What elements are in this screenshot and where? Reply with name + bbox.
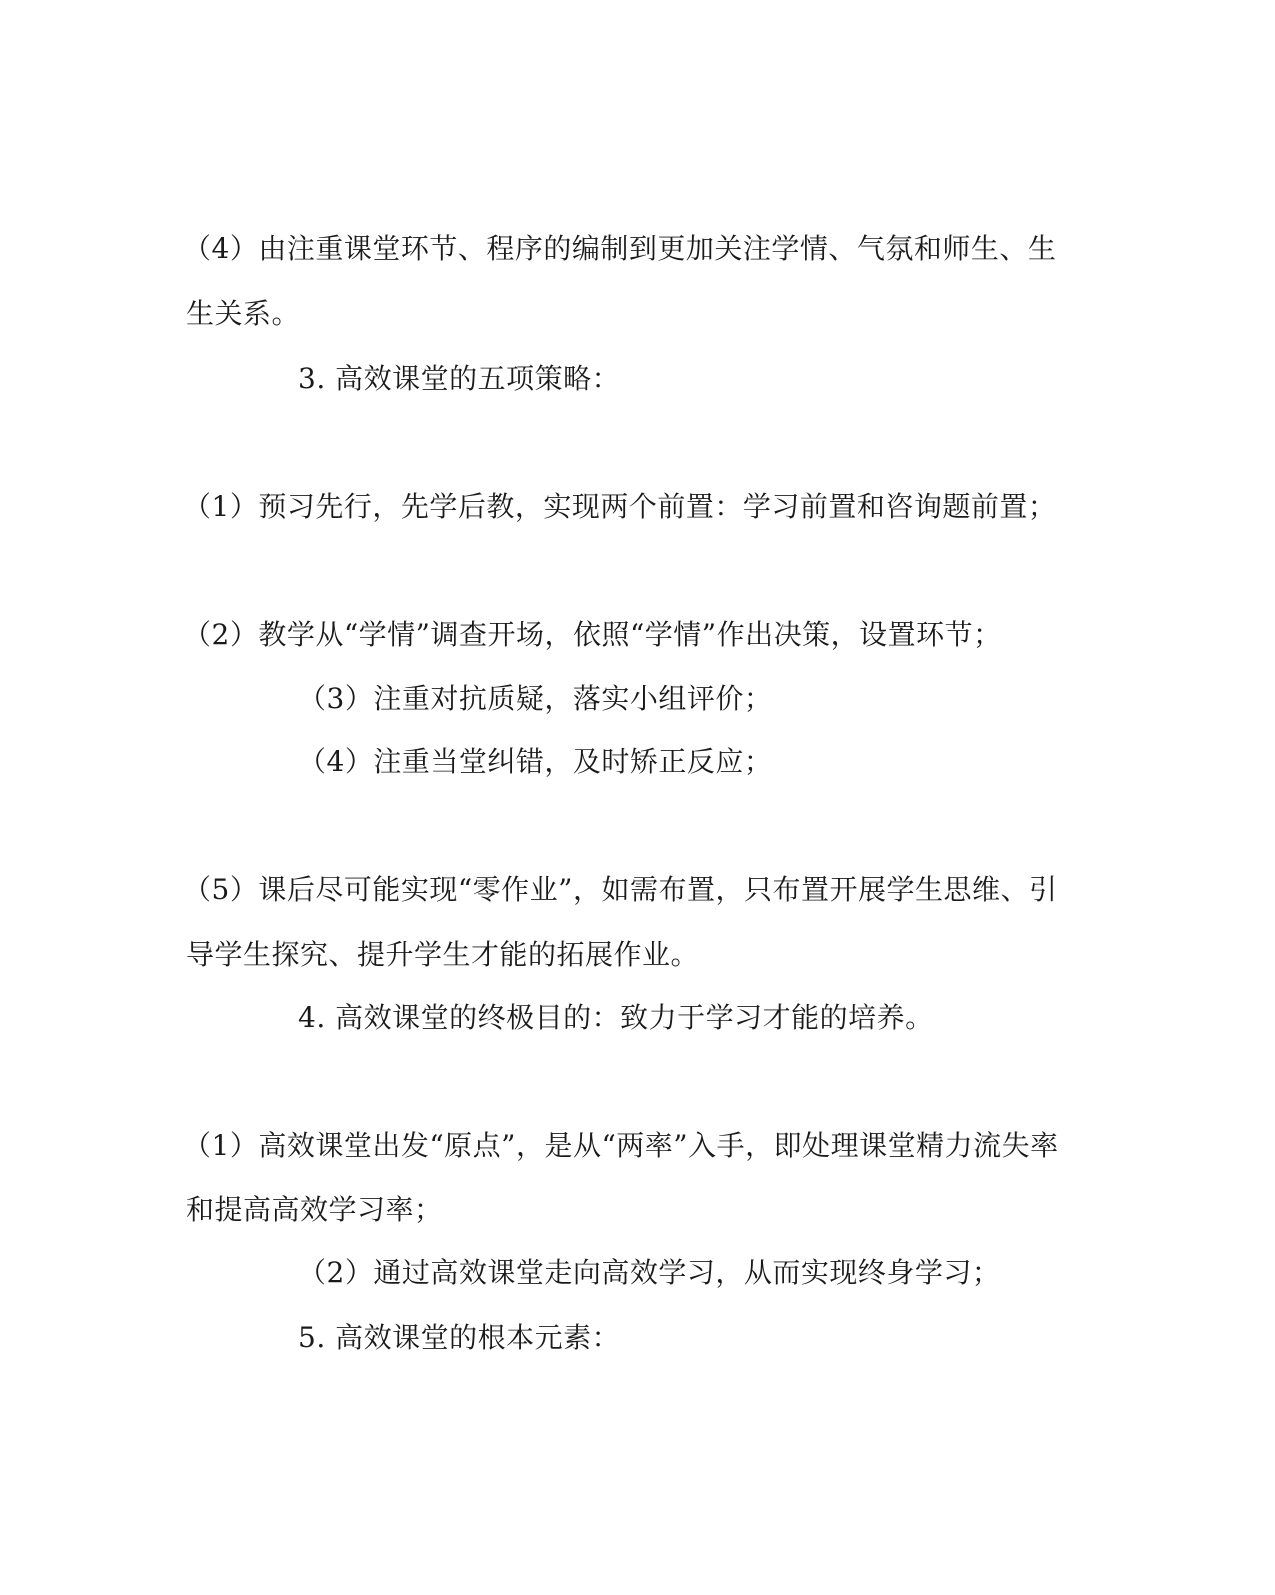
text-line: 生关系。	[186, 297, 301, 330]
text-line: 导学生探究、提升学生才能的拓展作业。	[186, 938, 700, 971]
section-heading: 3. 高效课堂的五项策略：	[298, 362, 621, 395]
text-line: （1）高效课堂出发“原点”，是从“两率”入手，即处理课堂精力流失率	[183, 1129, 1059, 1162]
text-line: （3）注重对抗质疑，落实小组评价；	[298, 682, 773, 715]
text-line: （2）通过高效课堂走向高效学习，从而实现终身学习；	[298, 1256, 1001, 1289]
text-line: （5）课后尽可能实现“零作业”，如需布置，只布置开展学生思维、引	[183, 873, 1058, 906]
text-line: 和提高高效学习率；	[186, 1193, 443, 1226]
section-heading: 4. 高效课堂的终极目的：致力于学习才能的培养。	[298, 1001, 934, 1034]
text-line: （4）注重当堂纠错，及时矫正反应；	[298, 745, 773, 778]
text-line: （4）由注重课堂环节、程序的编制到更加关注学情、气氛和师生、生	[183, 232, 1057, 265]
section-heading: 5. 高效课堂的根本元素：	[298, 1321, 621, 1354]
text-line: （1）预习先行，先学后教，实现两个前置：学习前置和咨询题前置；	[183, 490, 1057, 523]
text-line: （2）教学从“学情”调查开场，依照“学情”作出决策，设置环节；	[183, 618, 1002, 651]
